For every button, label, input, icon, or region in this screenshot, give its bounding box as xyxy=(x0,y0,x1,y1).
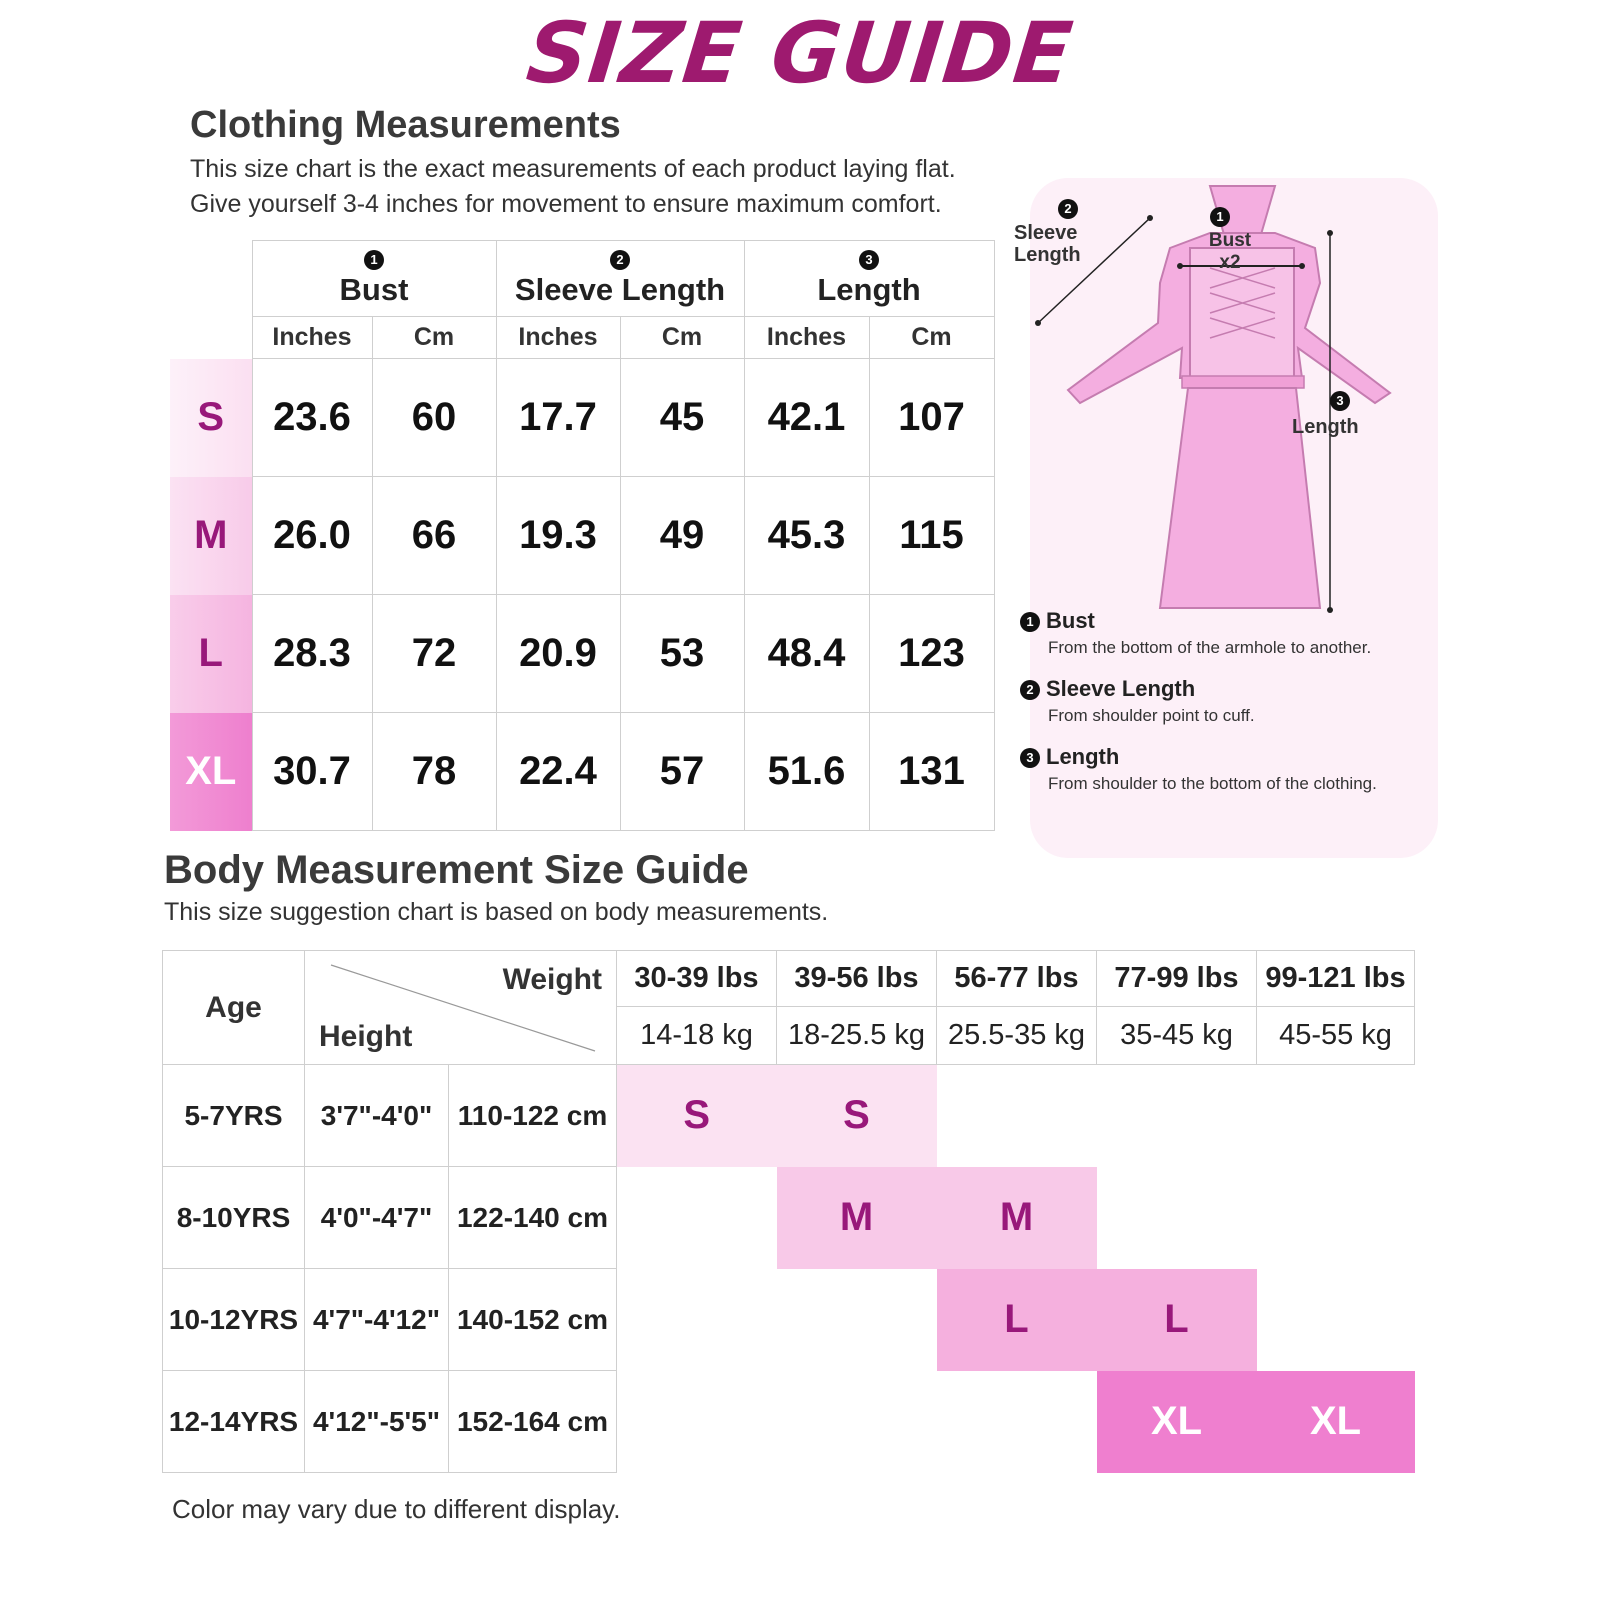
bust-diagram-number-icon: 1 xyxy=(1210,206,1230,228)
length-number-icon: 3 xyxy=(859,250,879,270)
weight-lbs-cell: 39-56 lbs xyxy=(777,951,937,1007)
table-row xyxy=(163,1371,1415,1473)
size-label-l: L xyxy=(170,595,252,713)
height-ft-cell: 4'12"-5'5" xyxy=(305,1371,449,1473)
sleeve-length-header xyxy=(496,241,744,317)
value-cell: 17.7 xyxy=(496,359,620,477)
value-cell: 42.1 xyxy=(744,359,869,477)
sleeve-diagram-number-icon: 2 xyxy=(1058,198,1078,220)
value-cell: 53 xyxy=(620,595,744,713)
table-row xyxy=(170,359,994,477)
size-label-m: M xyxy=(170,477,252,595)
sleeve-note-desc: From shoulder point to cuff. xyxy=(1048,706,1255,725)
weight-lbs-cell: 56-77 lbs xyxy=(937,951,1097,1007)
size-cell xyxy=(777,1269,937,1371)
bust-number-icon: 1 xyxy=(364,250,384,270)
dress-diagram-card xyxy=(1014,178,1438,858)
weight-kg-cell: 18-25.5 kg xyxy=(777,1007,937,1065)
weight-label: Weight xyxy=(502,963,602,996)
value-cell: 115 xyxy=(869,477,994,595)
value-cell: 30.7 xyxy=(252,713,372,831)
age-header: Age xyxy=(163,951,305,1065)
value-cell: 131 xyxy=(869,713,994,831)
value-cell: 28.3 xyxy=(252,595,372,713)
weight-lbs-cell: 77-99 lbs xyxy=(1097,951,1257,1007)
length-header xyxy=(744,241,994,317)
length-diagram-label: Length xyxy=(1292,416,1359,438)
value-cell: 45 xyxy=(620,359,744,477)
sleeve-note-title: 2 Sleeve Length xyxy=(1020,676,1195,702)
bust-header-label: Bust xyxy=(339,271,409,307)
size-cell xyxy=(1097,1065,1257,1167)
value-cell: 23.6 xyxy=(252,359,372,477)
size-cell xyxy=(617,1167,777,1269)
weight-kg-cell: 45-55 kg xyxy=(1257,1007,1415,1065)
unit-header: Cm xyxy=(869,317,994,359)
value-cell: 19.3 xyxy=(496,477,620,595)
page-title: SIZE GUIDE xyxy=(522,4,1078,102)
body-heading: Body Measurement Size Guide xyxy=(164,848,749,892)
size-cell xyxy=(1257,1269,1415,1371)
table-row xyxy=(163,1065,1415,1167)
age-cell: 12-14YRS xyxy=(163,1371,305,1473)
unit-header: Inches xyxy=(496,317,620,359)
table-row xyxy=(170,477,994,595)
size-cell: S xyxy=(777,1065,937,1167)
body-desc: This size suggestion chart is based on body measurements. xyxy=(164,898,829,926)
length-note-title: 3 Length xyxy=(1020,744,1119,770)
unit-header: Cm xyxy=(372,317,496,359)
value-cell: 45.3 xyxy=(744,477,869,595)
age-cell: 10-12YRS xyxy=(163,1269,305,1371)
size-cell xyxy=(1097,1167,1257,1269)
sleeve-diagram-label: Sleeve Length xyxy=(1014,222,1081,266)
size-cell: M xyxy=(777,1167,937,1269)
table-row xyxy=(170,713,994,831)
size-cell: L xyxy=(937,1269,1097,1371)
body-measurement-table xyxy=(162,950,1415,1473)
value-cell: 22.4 xyxy=(496,713,620,831)
size-cell xyxy=(937,1371,1097,1473)
sleeve-number-icon: 2 xyxy=(610,250,630,270)
height-label: Height xyxy=(319,1020,413,1053)
table-row xyxy=(170,595,994,713)
value-cell: 60 xyxy=(372,359,496,477)
weight-kg-cell: 14-18 kg xyxy=(617,1007,777,1065)
height-cm-cell: 110-122 cm xyxy=(449,1065,617,1167)
table-row xyxy=(163,1269,1415,1371)
unit-header: Inches xyxy=(252,317,372,359)
length-diagram-number-icon: 3 xyxy=(1330,390,1350,412)
size-cell xyxy=(617,1269,777,1371)
size-cell xyxy=(1257,1167,1415,1269)
value-cell: 123 xyxy=(869,595,994,713)
weight-lbs-cell: 99-121 lbs xyxy=(1257,951,1415,1007)
size-cell: XL xyxy=(1257,1371,1415,1473)
size-cell: XL xyxy=(1097,1371,1257,1473)
clothing-desc-1: This size chart is the exact measurements of each product laying flat. xyxy=(190,155,956,183)
height-ft-cell: 3'7"-4'0" xyxy=(305,1065,449,1167)
value-cell: 72 xyxy=(372,595,496,713)
length-header-label: Length xyxy=(817,271,921,307)
clothing-measurement-table xyxy=(170,240,995,831)
bust-note-desc: From the bottom of the armhole to another. xyxy=(1048,638,1372,657)
unit-header: Cm xyxy=(620,317,744,359)
size-cell: S xyxy=(617,1065,777,1167)
value-cell: 78 xyxy=(372,713,496,831)
weight-lbs-cell: 30-39 lbs xyxy=(617,951,777,1007)
clothing-heading: Clothing Measurements xyxy=(190,104,621,146)
height-ft-cell: 4'7"-4'12" xyxy=(305,1269,449,1371)
value-cell: 66 xyxy=(372,477,496,595)
height-cm-cell: 152-164 cm xyxy=(449,1371,617,1473)
value-cell: 49 xyxy=(620,477,744,595)
size-cell xyxy=(937,1065,1097,1167)
sleeve-header-label: Sleeve Length xyxy=(514,271,726,307)
bust-note-title: 1 Bust xyxy=(1020,608,1095,634)
value-cell: 20.9 xyxy=(496,595,620,713)
table-corner xyxy=(170,241,252,359)
size-label-xl: XL xyxy=(170,713,252,831)
value-cell: 107 xyxy=(869,359,994,477)
bust-header xyxy=(252,241,496,317)
size-cell xyxy=(777,1371,937,1473)
clothing-desc-2: Give yourself 3-4 inches for movement to ensure maximum comfort. xyxy=(190,190,942,218)
size-cell xyxy=(617,1371,777,1473)
unit-header: Inches xyxy=(744,317,869,359)
size-label-s: S xyxy=(170,359,252,477)
age-cell: 5-7YRS xyxy=(163,1065,305,1167)
table-row xyxy=(163,1167,1415,1269)
size-cell xyxy=(1257,1065,1415,1167)
age-cell: 8-10YRS xyxy=(163,1167,305,1269)
bust-diagram-label: Bust x2 xyxy=(1208,230,1252,273)
length-note-desc: From shoulder to the bottom of the clothing. xyxy=(1048,774,1377,793)
height-cm-cell: 122-140 cm xyxy=(449,1167,617,1269)
color-disclaimer: Color may vary due to different display. xyxy=(172,1494,621,1524)
value-cell: 57 xyxy=(620,713,744,831)
weight-height-header xyxy=(305,951,617,1065)
height-ft-cell: 4'0"-4'7" xyxy=(305,1167,449,1269)
size-cell: L xyxy=(1097,1269,1257,1371)
value-cell: 26.0 xyxy=(252,477,372,595)
size-cell: M xyxy=(937,1167,1097,1269)
value-cell: 48.4 xyxy=(744,595,869,713)
weight-kg-cell: 25.5-35 kg xyxy=(937,1007,1097,1065)
weight-kg-cell: 35-45 kg xyxy=(1097,1007,1257,1065)
height-cm-cell: 140-152 cm xyxy=(449,1269,617,1371)
value-cell: 51.6 xyxy=(744,713,869,831)
